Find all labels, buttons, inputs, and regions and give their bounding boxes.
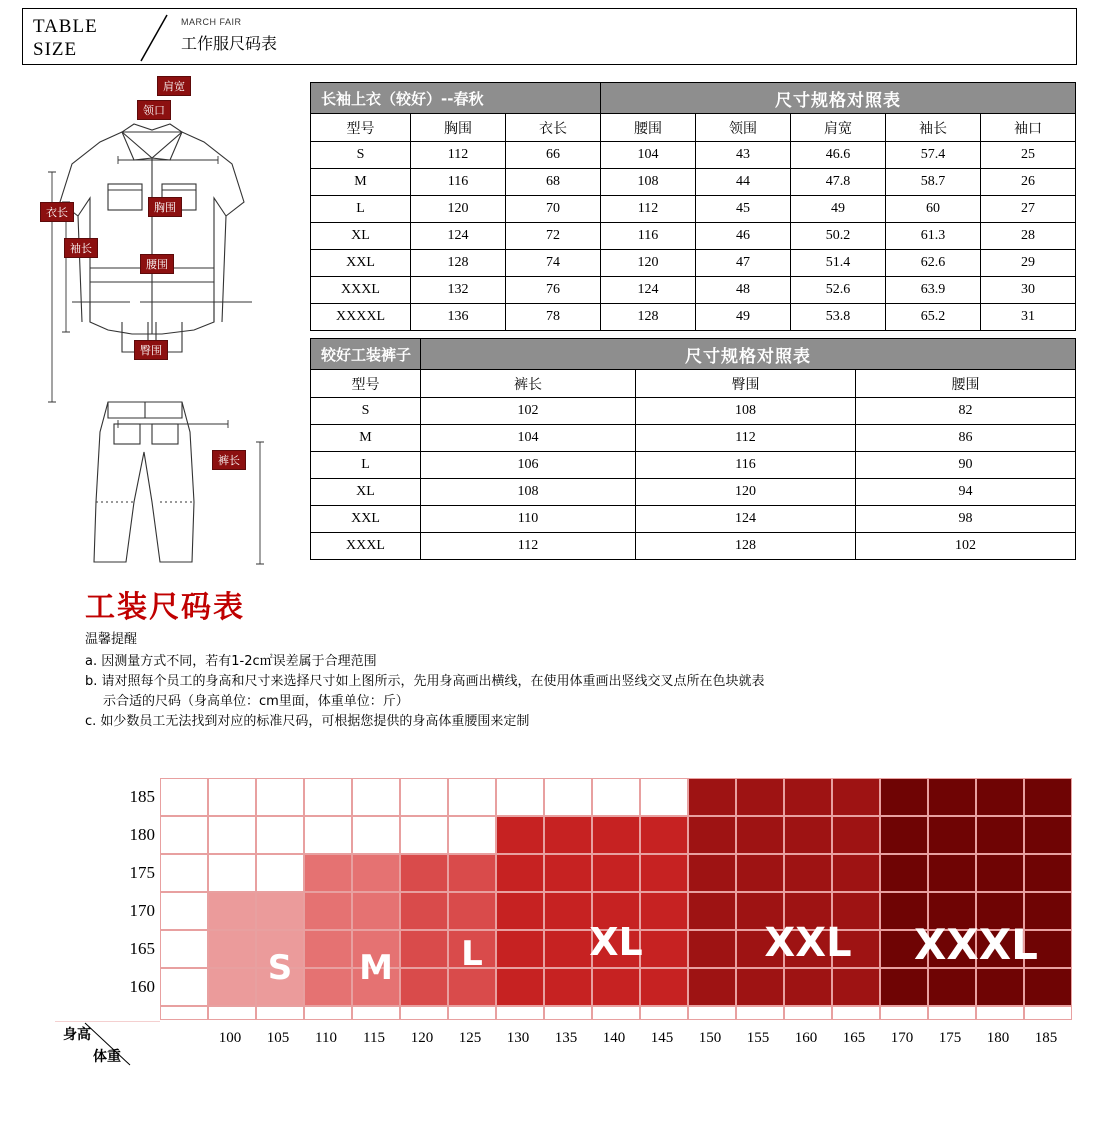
table-cell: L	[311, 196, 411, 223]
matrix-cell	[400, 1006, 448, 1020]
table-cell: 25	[981, 142, 1076, 169]
table-cell: 128	[411, 250, 506, 277]
table-cell: 108	[421, 479, 636, 506]
matrix-x-tick: 140	[602, 1030, 626, 1046]
trouser-col-header: 臀围	[636, 370, 856, 398]
brand-block	[181, 17, 277, 54]
matrix-cell	[304, 816, 352, 854]
matrix-cell	[592, 854, 640, 892]
matrix-cell	[352, 778, 400, 816]
jacket-col-header: 胸围	[411, 114, 506, 142]
matrix-cell	[832, 778, 880, 816]
table-cell: 62.6	[886, 250, 981, 277]
matrix-x-tick: 100	[218, 1030, 242, 1046]
matrix-cell	[544, 854, 592, 892]
matrix-cell	[352, 816, 400, 854]
matrix-cell	[304, 1006, 352, 1020]
matrix-x-tick: 125	[458, 1030, 482, 1046]
matrix-cell	[256, 892, 304, 930]
table-cell: 112	[636, 425, 856, 452]
table-row	[311, 169, 1076, 196]
matrix-cell	[688, 968, 736, 1006]
matrix-cell	[880, 968, 928, 1006]
matrix-cell	[1024, 1006, 1072, 1020]
matrix-cell	[688, 778, 736, 816]
table-cell: M	[311, 169, 411, 196]
table-cell: XXXL	[311, 277, 411, 304]
matrix-cell	[688, 1006, 736, 1020]
jacket-col-header: 领围	[696, 114, 791, 142]
table-cell: XL	[311, 223, 411, 250]
matrix-cell	[448, 1006, 496, 1020]
matrix-cell	[880, 1006, 928, 1020]
matrix-x-tick: 115	[363, 1030, 385, 1046]
table-cell: S	[311, 398, 421, 425]
table-cell: 106	[421, 452, 636, 479]
matrix-cell	[160, 968, 208, 1006]
table-cell: 50.2	[791, 223, 886, 250]
matrix-cell	[208, 816, 256, 854]
table-cell: 112	[411, 142, 506, 169]
matrix-y-tick: 185	[129, 787, 155, 806]
jacket-col-header: 型号	[311, 114, 411, 142]
matrix-x-tick: 170	[890, 1030, 914, 1046]
matrix-size-label: L	[461, 934, 483, 974]
matrix-cell	[400, 816, 448, 854]
table-row	[311, 533, 1076, 560]
table-cell: 132	[411, 277, 506, 304]
table-cell: 49	[791, 196, 886, 223]
matrix-cell	[592, 1006, 640, 1020]
matrix-cell	[736, 968, 784, 1006]
table-cell: 28	[981, 223, 1076, 250]
slash-divider-icon	[135, 13, 175, 63]
matrix-cell	[544, 816, 592, 854]
label-waist: 腰围	[140, 254, 174, 274]
matrix-cell	[784, 968, 832, 1006]
matrix-cell	[736, 1006, 784, 1020]
brand-subtitle-cn: 工作服尺码表	[181, 34, 278, 53]
table-cell: XL	[311, 479, 421, 506]
note-a: a. 因测量方式不同，若有1-2c㎡误差属于合理范围	[85, 654, 377, 669]
table-row	[311, 304, 1076, 331]
matrix-size-label: XXL	[764, 920, 852, 966]
brand-name-en: MARCH FAIR	[181, 17, 242, 27]
matrix-x-tick: 145	[650, 1030, 674, 1046]
jacket-col-header: 肩宽	[791, 114, 886, 142]
matrix-x-tick: 110	[315, 1030, 337, 1046]
matrix-cell	[160, 1006, 208, 1020]
table-cell: 124	[411, 223, 506, 250]
matrix-axis-corner	[55, 1021, 160, 1067]
trouser-col-header: 裤长	[421, 370, 636, 398]
matrix-cell	[304, 778, 352, 816]
note-c: c. 如少数员工无法找到对应的标准尺码，可根据您提供的身高体重腰围来定制	[85, 714, 530, 729]
matrix-x-tick: 150	[698, 1030, 722, 1046]
table-cell: 120	[636, 479, 856, 506]
header-banner	[22, 8, 1077, 65]
matrix-y-tick: 175	[129, 863, 155, 882]
note-b-line1: b. 请对照每个员工的身高和尺寸来选择尺寸如上图所示，先用身高画出横线，在使用体重画出竖线交叉点所在色块就表	[85, 674, 765, 689]
matrix-cell	[448, 816, 496, 854]
matrix-size-label: S	[267, 948, 293, 988]
table-cell: M	[311, 425, 421, 452]
table-cell: 128	[636, 533, 856, 560]
matrix-cell	[640, 968, 688, 1006]
matrix-cell	[928, 968, 976, 1006]
header-title-line2: SIZE	[33, 39, 78, 60]
matrix-cell	[544, 1006, 592, 1020]
matrix-cell	[160, 778, 208, 816]
jacket-header-row	[311, 114, 1076, 142]
table-cell: 46	[696, 223, 791, 250]
matrix-cell	[208, 892, 256, 930]
trouser-band-left: 较好工装裤子	[311, 339, 421, 370]
table-cell: 61.3	[886, 223, 981, 250]
matrix-cell	[784, 854, 832, 892]
table-cell: 90	[856, 452, 1076, 479]
trouser-col-header: 型号	[311, 370, 421, 398]
table-cell: 136	[411, 304, 506, 331]
table-cell: 66	[506, 142, 601, 169]
table-cell: 120	[411, 196, 506, 223]
matrix-cell	[496, 854, 544, 892]
table-cell: 45	[696, 196, 791, 223]
table-cell: 60	[886, 196, 981, 223]
matrix-x-tick: 155	[746, 1030, 770, 1046]
matrix-cell	[208, 854, 256, 892]
trouser-size-table-wrap	[310, 338, 1075, 560]
matrix-cell	[160, 930, 208, 968]
matrix-cell	[400, 892, 448, 930]
table-cell: 47.8	[791, 169, 886, 196]
matrix-cell	[832, 1006, 880, 1020]
matrix-cell	[448, 892, 496, 930]
table-cell: 104	[601, 142, 696, 169]
matrix-cell	[208, 1006, 256, 1020]
matrix-cell	[688, 816, 736, 854]
matrix-cell	[640, 816, 688, 854]
matrix-cell	[784, 816, 832, 854]
matrix-cell	[304, 854, 352, 892]
label-pant-length: 裤长	[212, 450, 246, 470]
table-cell: 31	[981, 304, 1076, 331]
table-cell: 102	[856, 533, 1076, 560]
matrix-cell	[160, 892, 208, 930]
table-cell: 51.4	[791, 250, 886, 277]
table-cell: 63.9	[886, 277, 981, 304]
matrix-cell	[496, 816, 544, 854]
table-cell: 29	[981, 250, 1076, 277]
table-row	[311, 506, 1076, 533]
jacket-col-header: 袖长	[886, 114, 981, 142]
matrix-x-tick: 130	[506, 1030, 530, 1046]
matrix-cell	[976, 968, 1024, 1006]
table-row	[311, 142, 1076, 169]
table-row	[311, 196, 1076, 223]
table-cell: 116	[636, 452, 856, 479]
table-cell: 76	[506, 277, 601, 304]
table-cell: 68	[506, 169, 601, 196]
matrix-cell	[544, 968, 592, 1006]
jacket-col-header: 袖口	[981, 114, 1076, 142]
matrix-cell	[352, 892, 400, 930]
matrix-cell	[592, 968, 640, 1006]
matrix-x-tick: 160	[794, 1030, 818, 1046]
matrix-cell	[448, 854, 496, 892]
table-cell: 104	[421, 425, 636, 452]
table-cell: 102	[421, 398, 636, 425]
header-title-line1: TABLE	[33, 16, 98, 37]
label-chest: 胸围	[148, 197, 182, 217]
table-cell: 70	[506, 196, 601, 223]
matrix-cell	[400, 778, 448, 816]
table-cell: 46.6	[791, 142, 886, 169]
matrix-cell	[976, 1006, 1024, 1020]
jacket-band-mid: 尺寸规格对照表	[601, 83, 1076, 114]
table-cell: 65.2	[886, 304, 981, 331]
matrix-cell	[928, 816, 976, 854]
table-cell: 128	[601, 304, 696, 331]
table-cell: 108	[601, 169, 696, 196]
matrix-cell	[160, 816, 208, 854]
matrix-cell	[928, 1006, 976, 1020]
jacket-table-band	[311, 83, 1076, 114]
matrix-cell	[592, 778, 640, 816]
trouser-table-band	[311, 339, 1076, 370]
table-cell: 124	[601, 277, 696, 304]
table-row	[311, 250, 1076, 277]
matrix-y-tick: 165	[129, 939, 155, 958]
trouser-header-row	[311, 370, 1076, 398]
table-cell: 72	[506, 223, 601, 250]
table-cell: 94	[856, 479, 1076, 506]
matrix-y-tick: 180	[129, 825, 155, 844]
table-cell: XXXXL	[311, 304, 411, 331]
table-cell: 27	[981, 196, 1076, 223]
label-garment-length: 衣长	[40, 202, 74, 222]
matrix-cell	[1024, 968, 1072, 1006]
table-cell: 116	[601, 223, 696, 250]
matrix-cell	[1024, 816, 1072, 854]
garment-line-drawing	[22, 72, 302, 572]
jacket-size-table	[310, 82, 1076, 331]
table-cell: 108	[636, 398, 856, 425]
table-cell: 98	[856, 506, 1076, 533]
matrix-cell	[256, 778, 304, 816]
matrix-cell	[976, 854, 1024, 892]
matrix-cell	[496, 778, 544, 816]
matrix-cell	[496, 1006, 544, 1020]
table-cell: 47	[696, 250, 791, 277]
matrix-xlabel: 体重	[93, 1049, 121, 1065]
table-cell: XXL	[311, 506, 421, 533]
table-cell: 78	[506, 304, 601, 331]
table-cell: 43	[696, 142, 791, 169]
matrix-cell	[256, 816, 304, 854]
table-row	[311, 398, 1076, 425]
table-cell: 116	[411, 169, 506, 196]
garment-illustration	[22, 72, 302, 572]
matrix-cell	[976, 778, 1024, 816]
matrix-cell	[640, 778, 688, 816]
table-cell: 112	[421, 533, 636, 560]
label-collar-opening: 领口	[137, 100, 171, 120]
matrix-x-tick: 165	[842, 1030, 866, 1046]
matrix-size-label: XXXL	[914, 920, 1038, 969]
table-cell: S	[311, 142, 411, 169]
matrix-cell	[928, 854, 976, 892]
table-cell: XXXL	[311, 533, 421, 560]
matrix-cell	[784, 778, 832, 816]
matrix-x-tick: 180	[986, 1030, 1010, 1046]
table-cell: 120	[601, 250, 696, 277]
jacket-size-table-wrap	[310, 82, 1075, 331]
table-cell: 30	[981, 277, 1076, 304]
label-shoulder-width: 肩宽	[157, 76, 191, 96]
matrix-size-label: M	[359, 948, 393, 988]
matrix-cell	[1024, 854, 1072, 892]
table-cell: 49	[696, 304, 791, 331]
table-cell: 57.4	[886, 142, 981, 169]
matrix-y-tick: 160	[129, 977, 155, 996]
matrix-cell	[736, 816, 784, 854]
table-cell: 82	[856, 398, 1076, 425]
matrix-cell	[928, 778, 976, 816]
matrix-cell	[880, 778, 928, 816]
label-hip: 臀围	[134, 340, 168, 360]
matrix-cell	[832, 816, 880, 854]
matrix-cell	[544, 778, 592, 816]
matrix-cell	[784, 1006, 832, 1020]
table-cell: 53.8	[791, 304, 886, 331]
header-title-en	[33, 15, 133, 61]
table-cell: 124	[636, 506, 856, 533]
matrix-cell	[304, 892, 352, 930]
matrix-cell	[880, 854, 928, 892]
table-row	[311, 223, 1076, 250]
size-matrix-chart	[55, 778, 1058, 1068]
matrix-cell	[688, 854, 736, 892]
jacket-col-header: 衣长	[506, 114, 601, 142]
table-row	[311, 425, 1076, 452]
trouser-col-header: 腰围	[856, 370, 1076, 398]
table-cell: 26	[981, 169, 1076, 196]
matrix-cell	[880, 816, 928, 854]
page-title: 工装尺码表	[85, 590, 245, 625]
matrix-x-tick: 185	[1034, 1030, 1058, 1046]
matrix-cell	[592, 816, 640, 854]
matrix-ylabel: 身高	[63, 1027, 91, 1043]
table-cell: 52.6	[791, 277, 886, 304]
table-cell: 48	[696, 277, 791, 304]
matrix-cell	[256, 854, 304, 892]
label-sleeve-length: 袖长	[64, 238, 98, 258]
matrix-y-tick: 170	[129, 901, 155, 920]
matrix-cell	[448, 778, 496, 816]
table-row	[311, 479, 1076, 506]
notes-title: 温馨提醒	[85, 632, 138, 647]
matrix-x-tick: 135	[554, 1030, 578, 1046]
matrix-cell	[160, 854, 208, 892]
table-cell: 110	[421, 506, 636, 533]
jacket-col-header: 腰围	[601, 114, 696, 142]
table-row	[311, 452, 1076, 479]
matrix-cell	[256, 1006, 304, 1020]
table-cell: L	[311, 452, 421, 479]
table-cell: 86	[856, 425, 1076, 452]
matrix-x-tick: 105	[266, 1030, 290, 1046]
matrix-size-label: XL	[589, 920, 643, 964]
table-cell: 58.7	[886, 169, 981, 196]
matrix-cell	[208, 778, 256, 816]
trouser-size-table	[310, 338, 1076, 560]
matrix-cell	[736, 778, 784, 816]
matrix-x-tick: 175	[938, 1030, 962, 1046]
matrix-cell	[400, 854, 448, 892]
matrix-cell	[832, 854, 880, 892]
table-row	[311, 277, 1076, 304]
jacket-band-left: 长袖上衣（较好）--春秋	[311, 83, 601, 114]
note-b-line2: 示合适的尺码（身高单位：cm里面，体重单位：斤）	[103, 694, 409, 709]
table-cell: 74	[506, 250, 601, 277]
matrix-cell	[640, 854, 688, 892]
matrix-cell	[832, 968, 880, 1006]
notes-block	[85, 630, 915, 732]
matrix-x-tick: 120	[410, 1030, 434, 1046]
table-cell: 44	[696, 169, 791, 196]
matrix-cell	[640, 1006, 688, 1020]
matrix-cell	[352, 854, 400, 892]
table-cell: XXL	[311, 250, 411, 277]
trouser-band-mid: 尺寸规格对照表	[421, 339, 1076, 370]
matrix-cell	[1024, 778, 1072, 816]
matrix-cell	[976, 816, 1024, 854]
table-cell: 112	[601, 196, 696, 223]
matrix-cell	[736, 854, 784, 892]
matrix-cell	[352, 1006, 400, 1020]
